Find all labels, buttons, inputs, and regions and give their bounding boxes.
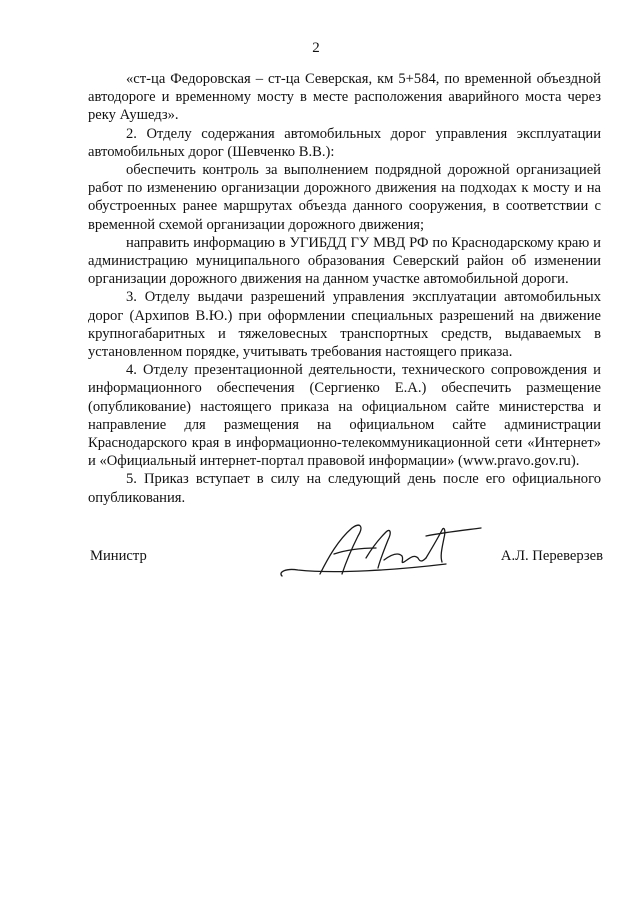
- page-number: 2: [312, 40, 320, 56]
- signatory-title: Министр: [90, 548, 147, 564]
- paragraph-item-2: 2. Отделу содержания автомобильных дорог управления эксплуатации автомобильных дорог (Шевченко В.В.):: [88, 125, 601, 160]
- paragraph-route-continuation: «ст-ца Федоровская – ст-ца Северская, км 5+584, по временной объездной автодороге и временному мосту в месте расположения аварийного моста через реку Аушедз».: [88, 71, 601, 124]
- paragraph-item-4: 4. Отделу презентационной деятельности, технического сопровождения и информационного обеспечения (Сергиенко Е.А.) обеспечить размещение (опубликование) настоящего приказа на официальном сайте министерства и направление для размещения на официальном сайте администрации Краснодарского края в информационно-телекоммуникационной сети «Интернет» и «Официальный интернет-портал правовой информации» (www.pravo.gov.ru).: [88, 362, 601, 470]
- paragraph-item-3: 3. Отделу выдачи разрешений управления эксплуатации автомобильных дорог (Архипов В.Ю.) при оформлении специальных разрешений на движение крупногабаритных и тяжеловесных транспортных средств, выдаваемых в установленном порядке, учитывать требования настоящего приказа.: [88, 289, 601, 361]
- signature-block: [88, 540, 603, 590]
- document-body: [88, 70, 601, 507]
- paragraph-item-5: 5. Приказ вступает в силу на следующий день после его официального опубликования.: [88, 471, 601, 506]
- signatory-name: А.Л. Переверзев: [500, 548, 603, 564]
- handwritten-signature: [276, 518, 486, 588]
- paragraph-item-2-control: обеспечить контроль за выполнением подрядной дорожной организацией работ по изменению организации дорожного движения на подходах к мосту и на обустроенных ранее маршрутах объезда данного сооружения, в соответствии с временной схемой организации дорожного движения;: [88, 162, 601, 233]
- paragraph-item-2-inform: направить информацию в УГИБДД ГУ МВД РФ по Краснодарскому краю и администрацию муниципального образования Северский район об изменении организации дорожного движения на данном участке автомобильной дороги.: [88, 234, 601, 288]
